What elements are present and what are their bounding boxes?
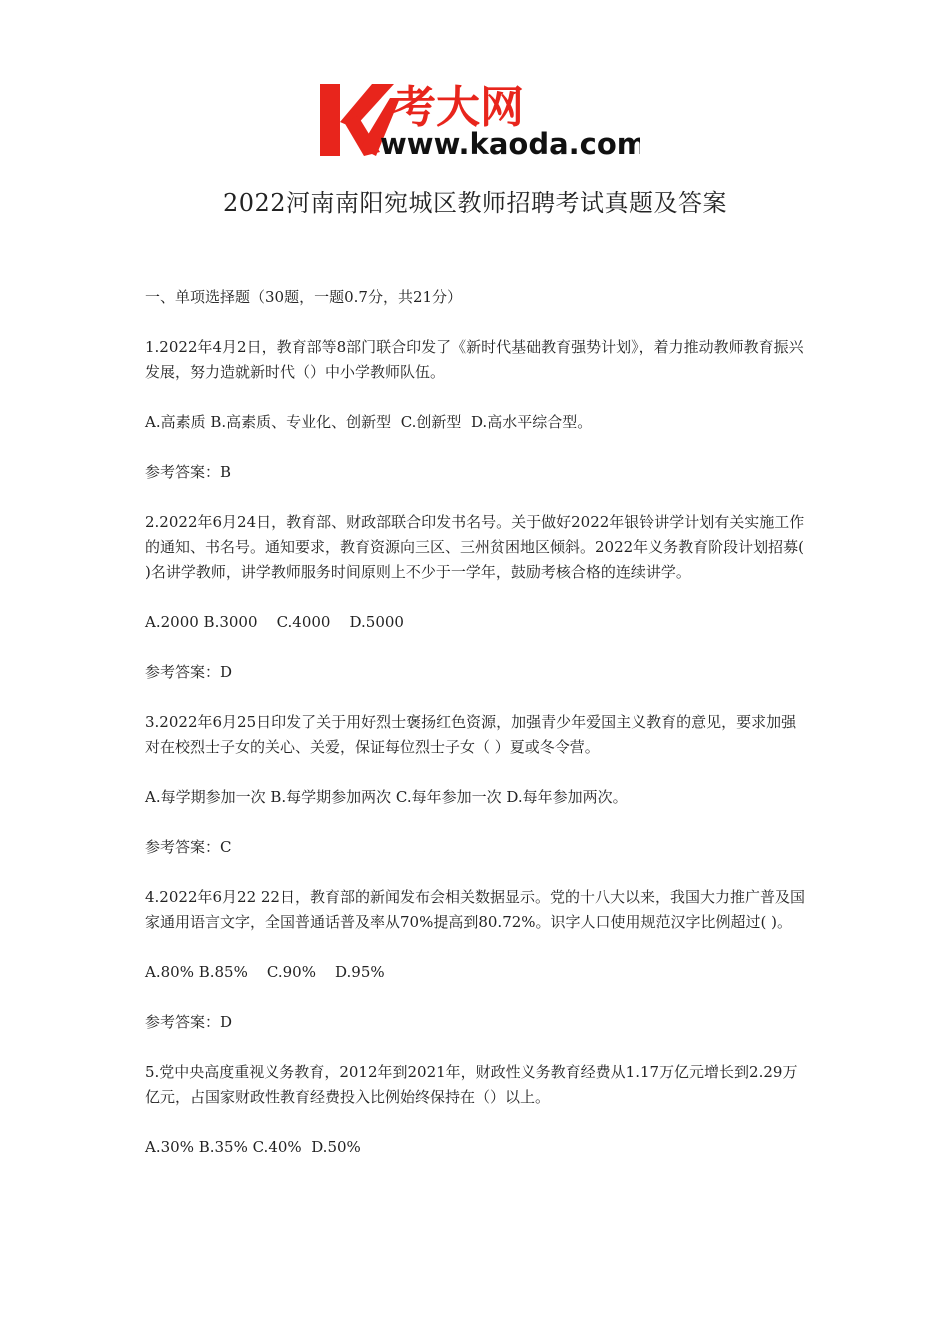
question-options: A.2000 B.3000 C.4000 D.5000	[145, 613, 404, 631]
question-text: 5.党中央高度重视义务教育，2012年到2021年，财政性义务教育经费从1.17万亿元增长到2.29万亿元，占国家财政性教育经费投入比例始终保持在（）以上。	[145, 1063, 798, 1106]
logo-url-text: www.kaoda.com	[380, 127, 640, 160]
question-text: 2.2022年6月24日，教育部、财政部联合印发书名号。关于做好2022年银铃讲学计划有关实施工作的通知、书名号。通知要求，教育资源向三区、三州贫困地区倾斜。2022年义务教育阶段计划招募( )名讲学教师，讲学教师服务时间原则上不少于一学年，鼓励考核合格的连续讲学。	[145, 513, 805, 581]
question-5	[145, 1060, 810, 1160]
question-text: 1.2022年4月2日，教育部等8部门联合印发了《新时代基础教育强势计划》，着力推动教师教育振兴发展，努力造就新时代（）中小学教师队伍。	[145, 338, 804, 381]
document-body	[145, 285, 810, 1185]
question-text: 3.2022年6月25日印发了关于用好烈士褒扬红色资源，加强青少年爱国主义教育的意见，要求加强对在校烈士子女的关心、关爱，保证每位烈士子女（ ）夏或冬令营。	[145, 713, 797, 756]
question-answer: 参考答案：D	[145, 663, 233, 681]
question-answer: 参考答案：C	[145, 838, 232, 856]
question-options: A.每学期参加一次 B.每学期参加两次 C.每年参加一次 D.每年参加两次。	[145, 788, 628, 806]
question-answer: 参考答案：B	[145, 463, 232, 481]
question-options: A.30% B.35% C.40% D.50%	[145, 1138, 361, 1156]
question-options: A.80% B.85% C.90% D.95%	[145, 963, 385, 981]
section-heading: 一、单项选择题（30题，一题0.7分，共21分）	[145, 288, 463, 306]
question-4	[145, 885, 810, 1035]
question-text: 4.2022年6月22 22日，教育部的新闻发布会相关数据显示。党的十八大以来，我国大力推广普及国家通用语言文字，全国普通话普及率从70%提高到80.72%。识字人口使用规范汉字比例超过( )。	[145, 888, 805, 931]
question-2	[145, 510, 810, 685]
kaoda-logo	[320, 78, 640, 160]
page-title: 2022河南南阳宛城区教师招聘考试真题及答案	[222, 189, 728, 217]
question-3	[145, 710, 810, 860]
question-1	[145, 335, 810, 485]
logo-brand-text: 考大网	[392, 82, 524, 133]
question-answer: 参考答案：D	[145, 1013, 233, 1031]
question-options: A.高素质 B.高素质、专业化、创新型 C.创新型 D.高水平综合型。	[145, 413, 593, 431]
